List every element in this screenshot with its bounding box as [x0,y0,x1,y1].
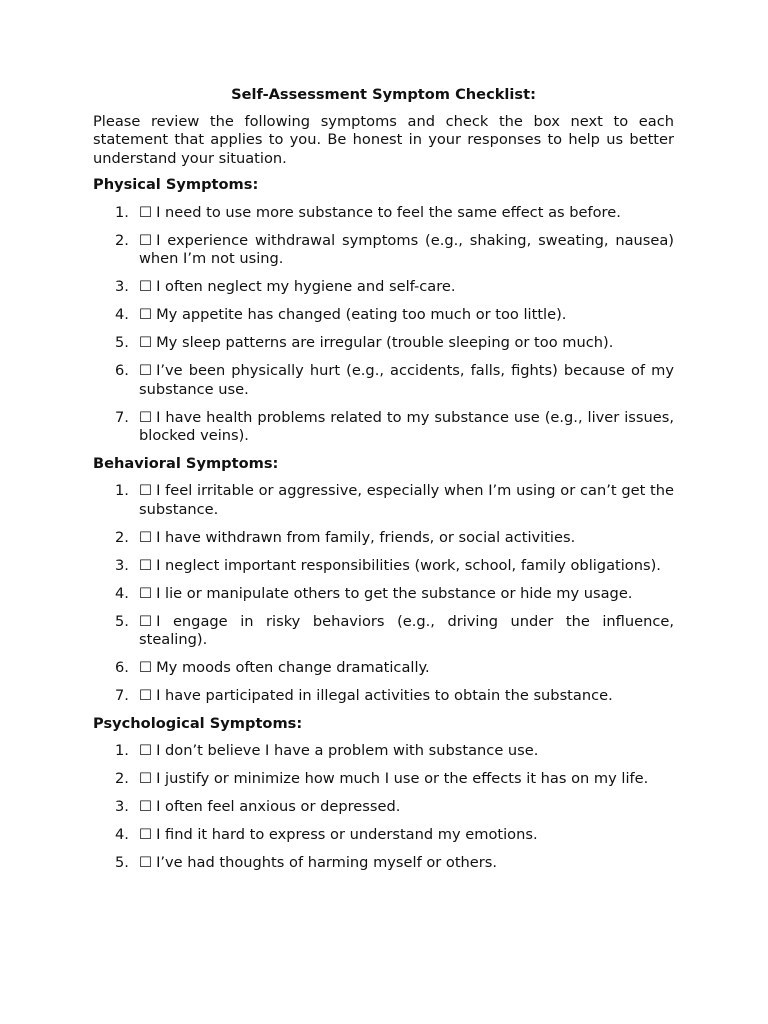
checkbox-icon[interactable]: ☐ [139,826,153,843]
list-item [93,306,674,325]
item-number: 3. [115,278,129,295]
checkbox-icon[interactable]: ☐ [139,584,153,602]
item-number: 4. [115,826,129,843]
checkbox-icon[interactable]: ☐ [139,687,153,704]
list-item [93,687,674,706]
list-item [93,232,674,269]
item-number: 5. [115,334,129,351]
checkbox-icon[interactable]: ☐ [139,612,153,630]
item-number: 1. [115,203,129,221]
list-item [93,826,674,845]
item-number: 3. [115,556,129,574]
item-text: I often neglect my hygiene and self-care. [156,278,456,295]
item-number: 2. [115,528,129,546]
checkbox-icon[interactable]: ☐ [139,659,153,676]
list-item [93,204,674,223]
list-item [93,362,674,399]
checklist [93,742,674,873]
checklist [93,204,674,446]
list-item [93,278,674,297]
item-text: I have health problems related to my substance use (e.g., liver issues, blocked veins). [139,408,674,444]
item-text: I’ve had thoughts of harming myself or others. [156,854,498,871]
item-text: I don’t believe I have a problem with substance use. [156,742,539,759]
checkbox-icon[interactable]: ☐ [139,482,153,499]
list-item [93,770,674,789]
checkbox-icon[interactable]: ☐ [139,798,153,815]
list-item [93,659,674,678]
item-text: I experience withdrawal symptoms (e.g., shaking, sweating, nausea) when I’m not using. [139,231,674,267]
checkbox-icon[interactable]: ☐ [139,306,153,323]
item-text: My sleep patterns are irregular (trouble sleeping or too much). [156,334,614,351]
section-physical [93,176,674,446]
list-item [93,529,674,548]
item-text: I’ve been physically hurt (e.g., accidents, falls, fights) because of my substance use. [139,362,674,398]
list-item [93,742,674,761]
item-number: 3. [115,798,129,815]
item-number: 2. [115,770,129,787]
item-text: I have participated in illegal activities to obtain the substance. [156,687,613,704]
item-number: 5. [115,612,129,630]
item-text: I engage in risky behaviors (e.g., driving under the influence, stealing). [139,612,674,648]
item-number: 4. [115,584,129,602]
item-text: I neglect important responsibilities (work, school, family obligations). [156,556,661,574]
checkbox-icon[interactable]: ☐ [139,770,153,787]
checkbox-icon[interactable]: ☐ [139,528,153,546]
list-item [93,613,674,650]
list-item [93,482,674,519]
checkbox-icon[interactable]: ☐ [139,278,153,295]
checkbox-icon[interactable]: ☐ [139,362,153,379]
item-number: 4. [115,306,129,323]
list-item [93,798,674,817]
item-number: 2. [115,231,129,249]
checkbox-icon[interactable]: ☐ [139,231,153,249]
checkbox-icon[interactable]: ☐ [139,742,153,759]
checkbox-icon[interactable]: ☐ [139,203,153,221]
list-item [93,557,674,576]
list-item [93,585,674,604]
item-number: 1. [115,742,129,759]
page-title: Self-Assessment Symptom Checklist: [231,86,536,103]
list-item [93,334,674,353]
checkbox-icon[interactable]: ☐ [139,334,153,351]
item-text: I often feel anxious or depressed. [156,798,401,815]
item-text: My appetite has changed (eating too much or too little). [156,306,567,323]
checkbox-icon[interactable]: ☐ [139,854,153,871]
section-heading: Physical Symptoms: [93,176,259,193]
document-page [93,86,674,882]
item-number: 7. [115,408,129,426]
item-text: I find it hard to express or understand my emotions. [156,826,538,843]
item-text: I lie or manipulate others to get the substance or hide my usage. [156,584,633,602]
item-text: My moods often change dramatically. [156,659,430,676]
checkbox-icon[interactable]: ☐ [139,556,153,574]
item-number: 7. [115,687,129,704]
checkbox-icon[interactable]: ☐ [139,408,153,426]
item-number: 5. [115,854,129,871]
item-text: I have withdrawn from family, friends, or social activities. [156,528,576,546]
item-number: 6. [115,362,129,379]
section-heading: Psychological Symptoms: [93,714,303,732]
section-heading: Behavioral Symptoms: [93,454,279,472]
item-number: 6. [115,659,129,676]
item-text: I justify or minimize how much I use or the effects it has on my life. [156,770,649,787]
intro-paragraph: Please review the following symptoms and check the box next to each statement that applies to you. Be honest in your responses to help us better understand your situation. [93,112,674,167]
checklist [93,482,674,706]
list-item [93,854,674,873]
item-number: 1. [115,482,129,499]
item-text: I need to use more substance to feel the same effect as before. [156,203,621,221]
item-text: I feel irritable or aggressive, especially when I’m using or can’t get the substance. [139,482,674,518]
section-behavioral [93,455,674,706]
list-item [93,409,674,446]
section-psychological [93,715,674,873]
